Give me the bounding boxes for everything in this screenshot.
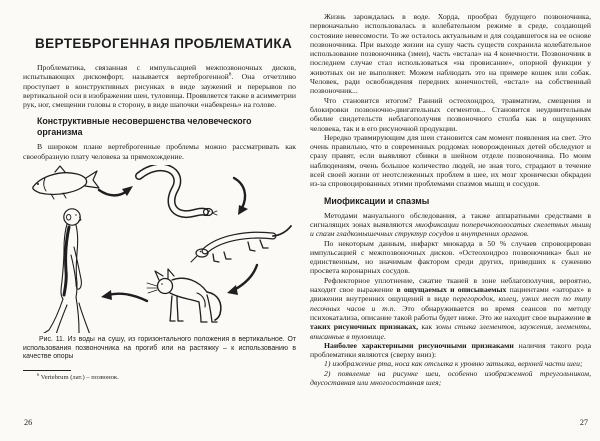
result-paragraph: Что становится итогом? Ранний остеохондроз, травматизм, смещения и блокировки позвоночно-двигательных сегментов... Становится неудивительным обилие свидетельств неблагополучия позвоночного столба как в ощущениях человека, так и в его рисуночной продукции. <box>310 95 591 133</box>
arrow-cat-to-human-icon <box>101 290 147 301</box>
figure-caption: Рис. 11. Из воды на сушу, из горизонтального положения в вертикальное. От использования позвоночника на прогиб или на растяжку – к использованию в качестве опоры <box>23 336 296 361</box>
page-number-right: 27 <box>579 418 588 427</box>
intro-paragraph: Проблематика, связанная с импульсацией межпозвоночных дисков, испытывающих дискомфорт, называется вертеброгенной$^6$. Она отчетливо проступает в конструктивных рисунках в виде заужений и перерывов по вертикальной оси в изображении шеи, туловища. Проявляется также в асимметрии рук, ног, смещении головы в сторону, в виде шапочки «набекрень» на голове. <box>23 63 296 110</box>
subheading-constructive-imperfections: Конструктивные несовершенства человеческого организма <box>37 116 252 138</box>
upright-paragraph: В широком плане вертеброгенные проблемы можно рассматривать как своеобразную плату человека за прямохождение. <box>23 142 296 161</box>
cat-drawing <box>147 269 221 322</box>
page-right <box>300 0 600 441</box>
arrow-fish-to-snake-icon <box>99 186 133 196</box>
reflex-paragraph: Рефлекторное уплотнение, сжатие тканей в зоне неблагополучия, вероятно, находит свое выражение в ощущаемых и описываемых пациентами «заторах» в движении внутренних ощущений в виде перегородок, колец, узких мест по типу песочных часов и т.п. Это обнаруживается во время сеансов по методу психокатализа, описание такой работы будет ниже. Это же находит свое выражение в таких рисуночных признаках, как зоны стыка элементов, заужения, элементы, вписанные в туловище. <box>310 275 591 341</box>
figure-11-evolution-illustration <box>23 165 296 333</box>
subheading-myofixations: Миофиксации и спазмы <box>324 195 430 206</box>
sign-item-1: 1) изображение рта, носа как отсылка к уровню затылка, верхней части шеи; <box>324 359 583 369</box>
page-title: ВЕРТЕБРОГЕННАЯ ПРОБЛЕМАТИКА <box>35 36 293 51</box>
arrow-snake-to-salamander-icon <box>234 178 248 215</box>
footnote: $^6$ Vertebrum (лат.) – позвонок. <box>37 371 119 381</box>
human-drawing <box>41 209 91 333</box>
sign-item-2: 2) появление на рисунке шеи, особенно изображенной треугольником, двусоставная или многосоставная шея; <box>310 368 591 387</box>
methods-paragraph: Методами мануального обследования, а также аппаратными средствами в сигналящих зонах выявляются миофиксации поперечнополосатых скелетных мышц и спазм гладкомышечных структур сосудов и внутренних органов. <box>310 210 591 239</box>
snake-drawing <box>139 167 217 215</box>
page-number-left: 26 <box>24 418 33 427</box>
arrow-salamander-to-cat-icon <box>227 265 257 295</box>
evolution-diagram <box>27 165 292 333</box>
footnote-divider <box>23 370 71 371</box>
signs-intro-paragraph: Наиболее характерными рисуночными признаками наличия такого рода проблематики являются (сверху вниз): <box>310 340 591 360</box>
birth-trauma-paragraph: Нередко травмирующим для шеи становится сам момент появления на свет. Это очень правильно, что в современных роддомах новорожденных детей обследуют и сразу правят, если выявляют сбивки в шейном отделе позвоночника. По моим наблюдениям, очень большое количество людей, не зная того, страдают в течение всей своей жизни от неотслеженных проблем в шее, их мозг хронически обкраден из-за спровоцированных этими проблемами спазмов мышц и сосудов. <box>310 132 591 189</box>
fish-drawing <box>33 166 99 199</box>
infarct-paragraph: По некоторым данным, инфаркт миокарда в 50 % случаев спровоцирован импульсацией с межпозвоночных дисков. «Остеохондроз позвоночника» был не единственным, но значимым фактором среди других, приведших к сужению просвета коронарных сосудов. <box>310 238 591 276</box>
salamander-drawing <box>191 226 291 262</box>
life-origin-paragraph: Жизнь зарождалась в воде. Хорда, прообраз будущего позвоночника, первоначально использовалась в колебательном режиме в среде, создающей состояние невесомости. То же осталось актуальным и для создавшегося на ее основе позвоночника. При выходе жизни на сушу часть существ сохранила колебательное использование позвоночника (змеи), часть «встала» на 4 конечности. Позвоночник в последнем случае стал использоваться «на провисание», опорной функции у животных он не выполняет. Можем наблюдать это на примере кошек или собак. Человек, ради освобождения передних конечностей, «встал» на собственный позвоночник... <box>310 12 591 96</box>
